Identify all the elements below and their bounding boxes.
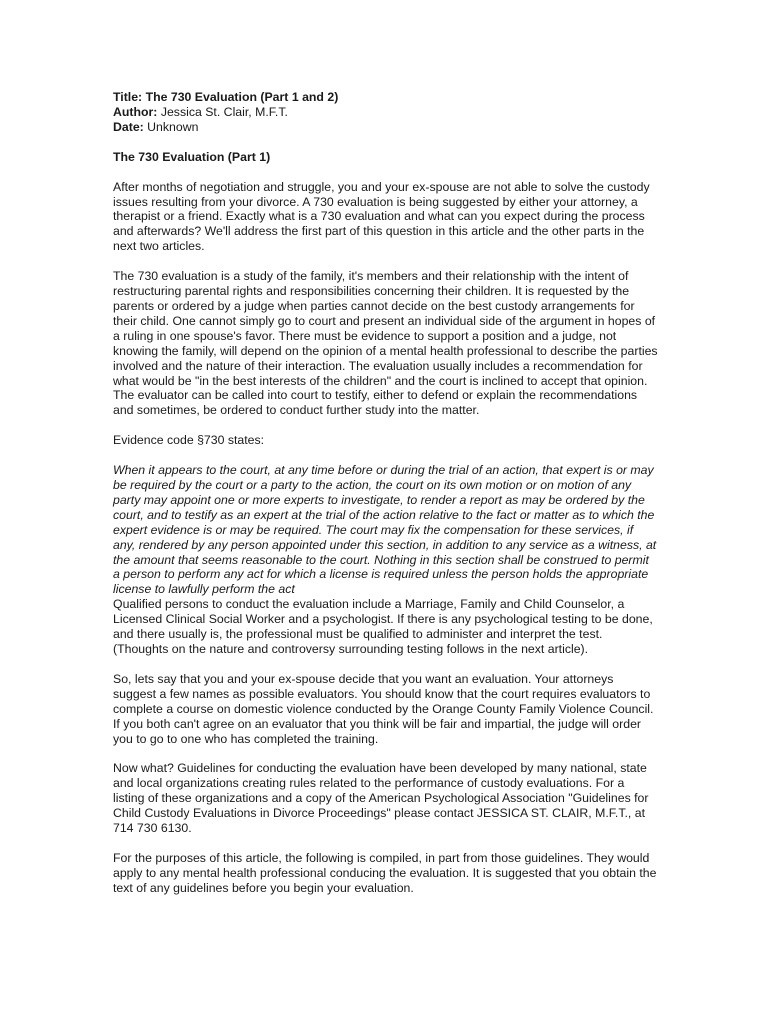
paragraph-choosing-evaluator: So, lets say that you and your ex-spouse decide that you want an evaluation. Your attorneys suggest a few names as possible evaluators. You should know that the court requires evaluators to complete a course on domestic violence conducted by the Orange County Family Violence Council. If you both can't agree on an evaluator that you think will be fair and impartial, the judge will order you to go to one who has completed the training. xyxy=(113,671,654,746)
document-meta xyxy=(113,90,658,135)
title-label: Title: xyxy=(113,90,143,104)
paragraph-qualified-persons: Qualified persons to conduct the evaluation include a Marriage, Family and Child Counselor, a Licensed Clinical Social Worker and a psychologist. If there is any psychological testing to be done, and there usually is, the professional must be qualified to administer and interpret the test. (Thoughts on the nature and controversy surrounding testing follows in the next article). xyxy=(113,597,653,656)
author-line xyxy=(113,105,658,120)
date-value: Unknown xyxy=(147,119,199,134)
document-page xyxy=(113,90,658,896)
author-label: Author: xyxy=(113,104,158,119)
paragraph-evidence-code: Evidence code §730 states: xyxy=(113,433,265,448)
paragraph-definition: The 730 evaluation is a study of the family, it's members and their relationship with the intent of restructuring parental rights and responsibilities concerning their children. It is requested by the parents or ordered by a judge when parties cannot decide on the best custody arrangements for their child. One cannot simply go to court and present an individual side of the argument in hopes of a ruling in one spouse's favor. There must be evidence to support a position and a judge, not knowing the family, will depend on the opinion of a mental health professional to describe the parties involved and the nature of their interaction. The evaluation usually includes a recommendation for what would be "in the best interests of the children" and the court is inclined to accept that opinion. The evaluator can be called into court to testify, either to defend or explain the recommendations and sometimes, be ordered to conduct further study into the matter. xyxy=(113,269,658,418)
paragraph-intro: After months of negotiation and struggle, you and your ex-spouse are not able to solve the custody issues resulting from your divorce. A 730 evaluation is being suggested by either your attorney, a therapist or a friend. Exactly what is a 730 evaluation and what can you expect during the process and afterwards? We'll address the first part of this question in this article and the other parts in the next two articles. xyxy=(113,179,650,254)
evidence-code-quote: When it appears to the court, at any time before or during the trial of an action, that expert is or may be required by the court or a party to the action, the court on its own motion or on motion of any party may appoint one or more experts to investigate, to render a report as may be ordered by the court, and to testify as an expert at the trial of the action relative to the fact or matter as to which the expert evidence is or may be required. The court may fix the compensation for these services, if any, rendered by any person appointed under this section, in addition to any service as a witness, at the amount that seems reasonable to the court. Nothing in this section shall be construed to permit a person to perform any act for which a license is required unless the person holds the appropriate license to lawfully perform the act xyxy=(113,463,657,597)
author-value: Jessica St. Clair, M.F.T. xyxy=(160,104,288,119)
section-title: The 730 Evaluation (Part 1) xyxy=(113,149,271,164)
paragraph-guidelines: Now what? Guidelines for conducting the evaluation have been developed by many national, state and local organizations creating rules related to the performance of custody evaluations. For a listing of these organizations and a copy of the American Psychological Association "Guidelines for Child Custody Evaluations in Divorce Proceedings" please contact JESSICA ST. CLAIR, M.F.T., at 714 730 6130. xyxy=(113,761,649,836)
date-line xyxy=(113,120,658,135)
title-value: The 730 Evaluation (Part 1 and 2) xyxy=(145,90,339,104)
title-line xyxy=(113,90,658,105)
paragraph-purposes: For the purposes of this article, the following is compiled, in part from those guidelines. They would apply to any mental health professional conducing the evaluation. It is suggested that you obtain the text of any guidelines before you begin your evaluation. xyxy=(113,850,657,895)
date-label: Date: xyxy=(113,119,144,134)
